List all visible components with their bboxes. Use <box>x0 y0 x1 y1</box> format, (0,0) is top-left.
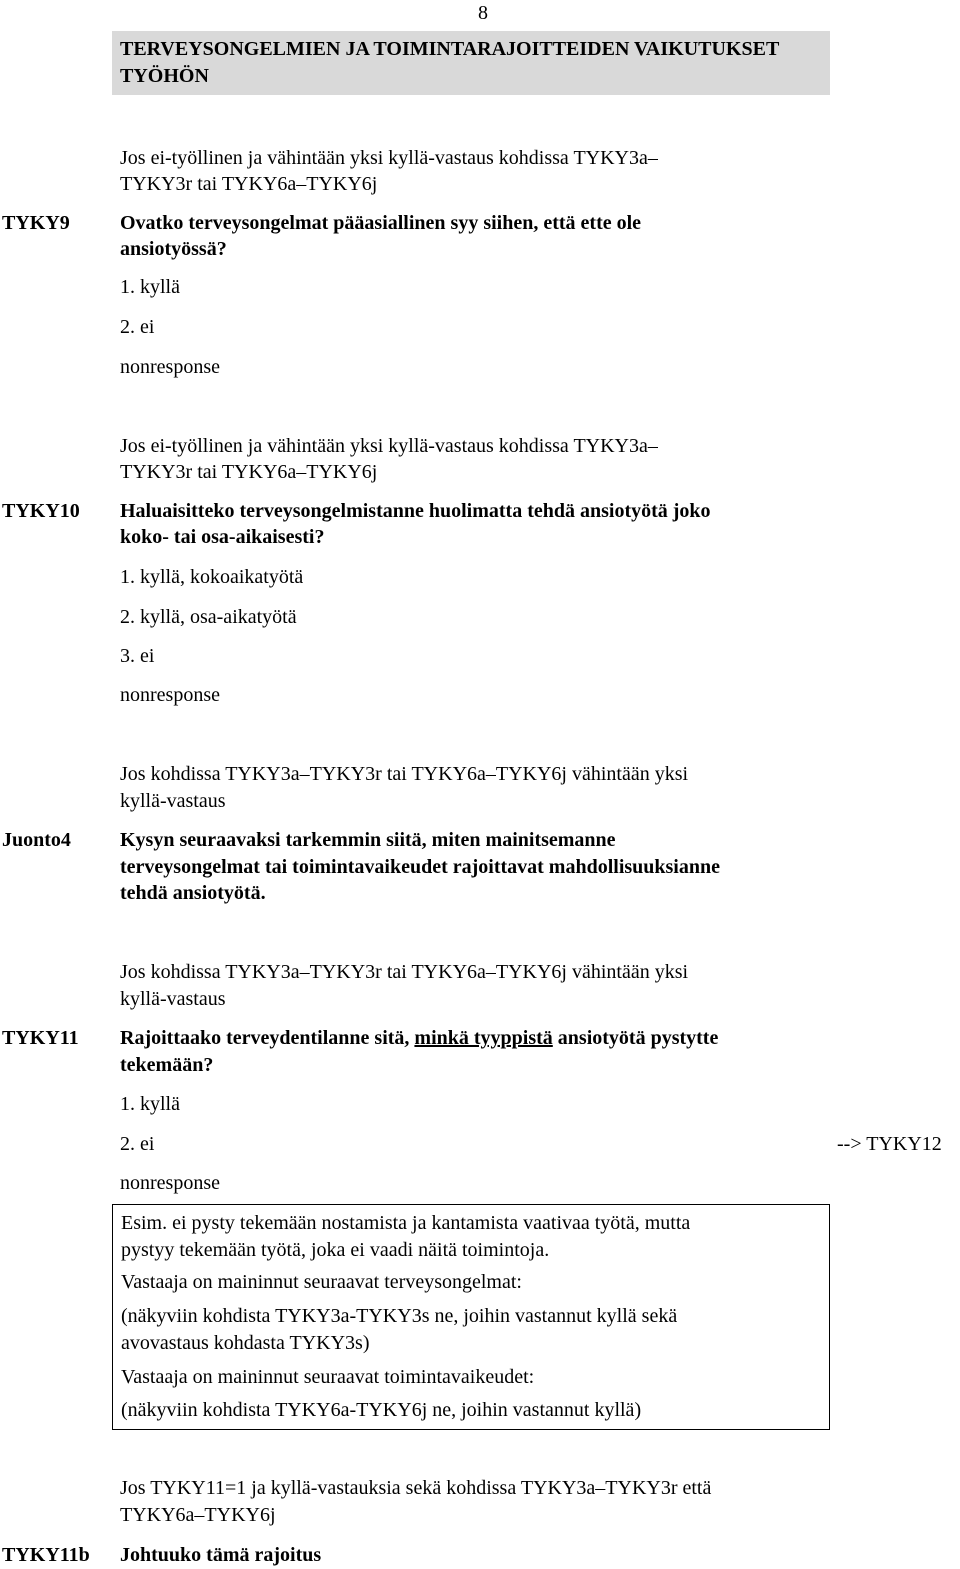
condition-line: TYKY6a–TYKY6j <box>120 1504 276 1526</box>
answer-option: 1. kyllä <box>120 276 180 298</box>
note-line: avovastaus kohdasta TYKY3s) <box>121 1332 370 1354</box>
question-text <box>120 1025 718 1052</box>
answer-option: nonresponse <box>120 1172 220 1194</box>
transition-text: tehdä ansiotyötä. <box>120 882 266 904</box>
answer-option: 2. kyllä, osa-aikatyötä <box>120 606 297 628</box>
skip-instruction: --> TYKY12 <box>837 1133 942 1155</box>
question-id: Juonto4 <box>2 829 71 851</box>
transition-text: terveysongelmat tai toimintavaikeudet rajoittavat mahdollisuuksianne <box>120 856 720 878</box>
answer-option: 2. ei <box>120 1133 155 1155</box>
condition-line: Jos TYKY11=1 ja kyllä-vastauksia sekä kohdissa TYKY3a–TYKY3r että <box>120 1477 712 1499</box>
condition-line: Jos kohdissa TYKY3a–TYKY3r tai TYKY6a–TYKY6j vähintään yksi <box>120 961 689 983</box>
question-id: TYKY11 <box>2 1027 79 1049</box>
condition-line: TYKY3r tai TYKY6a–TYKY6j <box>120 461 378 483</box>
question-text: Haluaisitteko terveysongelmistanne huolimatta tehdä ansiotyötä joko <box>120 500 711 522</box>
question-id: TYKY9 <box>2 212 70 234</box>
condition-line: Jos kohdissa TYKY3a–TYKY3r tai TYKY6a–TYKY6j vähintään yksi <box>120 763 689 785</box>
note-line: Vastaaja on maininnut seuraavat toimintavaikeudet: <box>121 1366 535 1388</box>
question-text: ansiotyössä? <box>120 238 227 260</box>
condition-line: TYKY3r tai TYKY6a–TYKY6j <box>120 173 378 195</box>
answer-option: 1. kyllä <box>120 1093 180 1115</box>
condition-line: kyllä-vastaus <box>120 988 226 1010</box>
answer-option: 2. ei <box>120 316 155 338</box>
question-text-part: Rajoittaako terveydentilanne sitä, <box>120 1027 415 1049</box>
interviewer-note-box <box>112 1204 830 1430</box>
section-title: TERVEYSONGELMIEN JA TOIMINTARAJOITTEIDEN VAIKUTUKSET TYÖHÖN <box>120 38 779 87</box>
note-line: (näkyviin kohdista TYKY6a-TYKY6j ne, joihin vastannut kyllä) <box>121 1399 642 1421</box>
answer-option: nonresponse <box>120 356 220 378</box>
question-text: Johtuuko tämä rajoitus <box>120 1544 322 1566</box>
question-text: tekemään? <box>120 1054 214 1076</box>
condition-line: Jos ei-työllinen ja vähintään yksi kyllä-vastaus kohdissa TYKY3a– <box>120 435 658 457</box>
question-text: Ovatko terveysongelmat pääasiallinen syy siihen, että ette ole <box>120 212 642 234</box>
answer-option: 3. ei <box>120 645 155 667</box>
answer-option: 1. kyllä, kokoaikatyötä <box>120 566 304 588</box>
question-text-part: ansiotyötä pystytte <box>552 1027 719 1049</box>
answer-option: nonresponse <box>120 684 220 706</box>
question-text: koko- tai osa-aikaisesti? <box>120 526 325 548</box>
question-id: TYKY10 <box>2 500 80 522</box>
question-emphasis: minkä tyyppistä <box>414 1027 553 1049</box>
question-id: TYKY11b <box>2 1544 90 1566</box>
condition-line: kyllä-vastaus <box>120 790 226 812</box>
note-line: (näkyviin kohdista TYKY3a-TYKY3s ne, joihin vastannut kyllä sekä <box>121 1305 678 1327</box>
note-line: Esim. ei pysty tekemään nostamista ja kantamista vaativaa työtä, mutta <box>121 1212 691 1234</box>
section-header <box>112 31 830 95</box>
note-line: pystyy tekemään työtä, joka ei vaadi näitä toimintoja. <box>121 1239 550 1261</box>
page-number: 8 <box>478 2 488 24</box>
transition-text: Kysyn seuraavaksi tarkemmin siitä, miten mainitsemanne <box>120 829 616 851</box>
note-line: Vastaaja on maininnut seuraavat terveysongelmat: <box>121 1271 522 1293</box>
condition-line: Jos ei-työllinen ja vähintään yksi kyllä-vastaus kohdissa TYKY3a– <box>120 147 658 169</box>
